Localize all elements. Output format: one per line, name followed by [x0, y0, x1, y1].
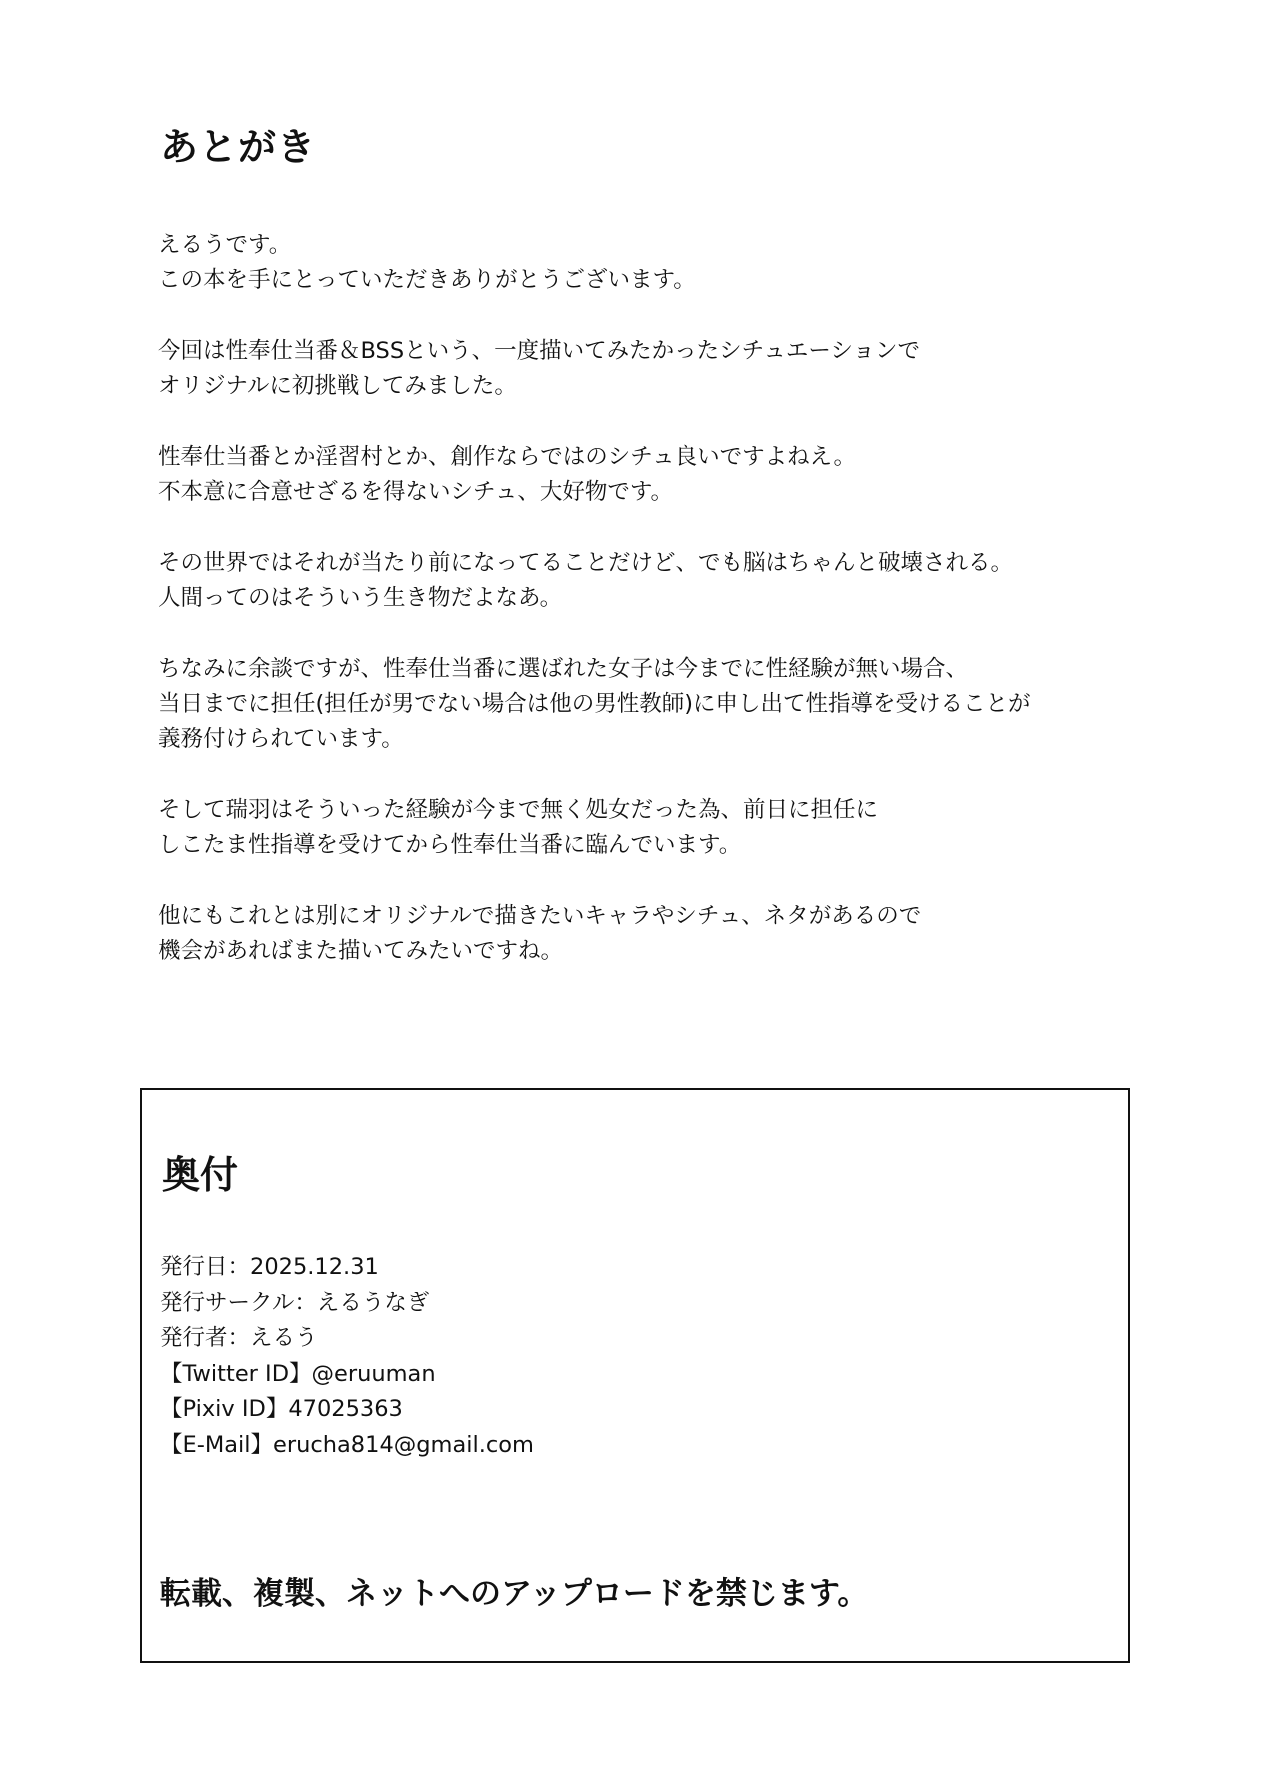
colophon-email: 【E-Mail】erucha814@gmail.com	[160, 1431, 534, 1458]
afterword-paragraph	[158, 793, 1138, 863]
colophon-pixiv-id: 【Pixiv ID】47025363	[160, 1396, 403, 1422]
afterword-line: 性奉仕当番とか淫習村とか、創作ならではのシチュ良いですよねえ。	[158, 444, 856, 470]
afterword-paragraph	[158, 440, 1138, 510]
colophon-title: 奥付	[162, 1153, 239, 1197]
colophon-twitter-id: 【Twitter ID】@eruuman	[160, 1360, 436, 1387]
afterword-line: 義務付けられています。	[158, 726, 404, 752]
afterword-title: あとがき	[160, 125, 317, 169]
afterword-paragraph	[158, 334, 1138, 404]
afterword-body	[158, 228, 1138, 1005]
afterword-paragraph	[158, 546, 1138, 616]
afterword-line: オリジナルに初挑戦してみました。	[158, 373, 517, 399]
afterword-line: そして瑞羽はそういった経験が今まで無く処女だった為、前日に担任に	[158, 797, 879, 823]
afterword-line: 当日までに担任(担任が男でない場合は他の男性教師)に申し出て性指導を受けることが	[158, 691, 1031, 717]
afterword-line: 機会があればまた描いてみたいですね。	[158, 938, 564, 964]
afterword-line: 他にもこれとは別にオリジナルで描きたいキャラやシチュ、ネタがあるので	[158, 903, 922, 929]
afterword-line: ちなみに余談ですが、性奉仕当番に選ばれた女子は今までに性経験が無い場合、	[158, 656, 969, 682]
afterword-line: その世界ではそれが当たり前になってることだけど、でも脳はちゃんと破壊される。	[158, 550, 1014, 576]
colophon-list	[160, 1250, 534, 1463]
afterword-line: えるうです。	[158, 232, 292, 258]
colophon-circle: 発行サークル：えるうなぎ	[160, 1289, 430, 1316]
afterword-line: 人間ってのはそういう生き物だよなあ。	[158, 585, 563, 611]
reproduction-warning: 転載、複製、ネットへのアップロードを禁じます。	[160, 1576, 869, 1612]
afterword-paragraph	[158, 652, 1138, 757]
afterword-line: 今回は性奉仕当番＆BSSという、一度描いてみたかったシチュエーションで	[158, 338, 921, 364]
colophon-publisher: 発行者：えるう	[160, 1325, 318, 1351]
afterword-line: 不本意に合意せざるを得ないシチュ、大好物です。	[158, 479, 674, 505]
afterword-line: この本を手にとっていただきありがとうございます。	[158, 267, 696, 293]
afterword-paragraph	[158, 899, 1138, 969]
colophon-box	[140, 1088, 1130, 1663]
colophon-issue-date: 発行日：2025.12.31	[160, 1254, 379, 1280]
afterword-line: しこたま性指導を受けてから性奉仕当番に臨んでいます。	[158, 832, 742, 858]
afterword-paragraph	[158, 228, 1138, 298]
